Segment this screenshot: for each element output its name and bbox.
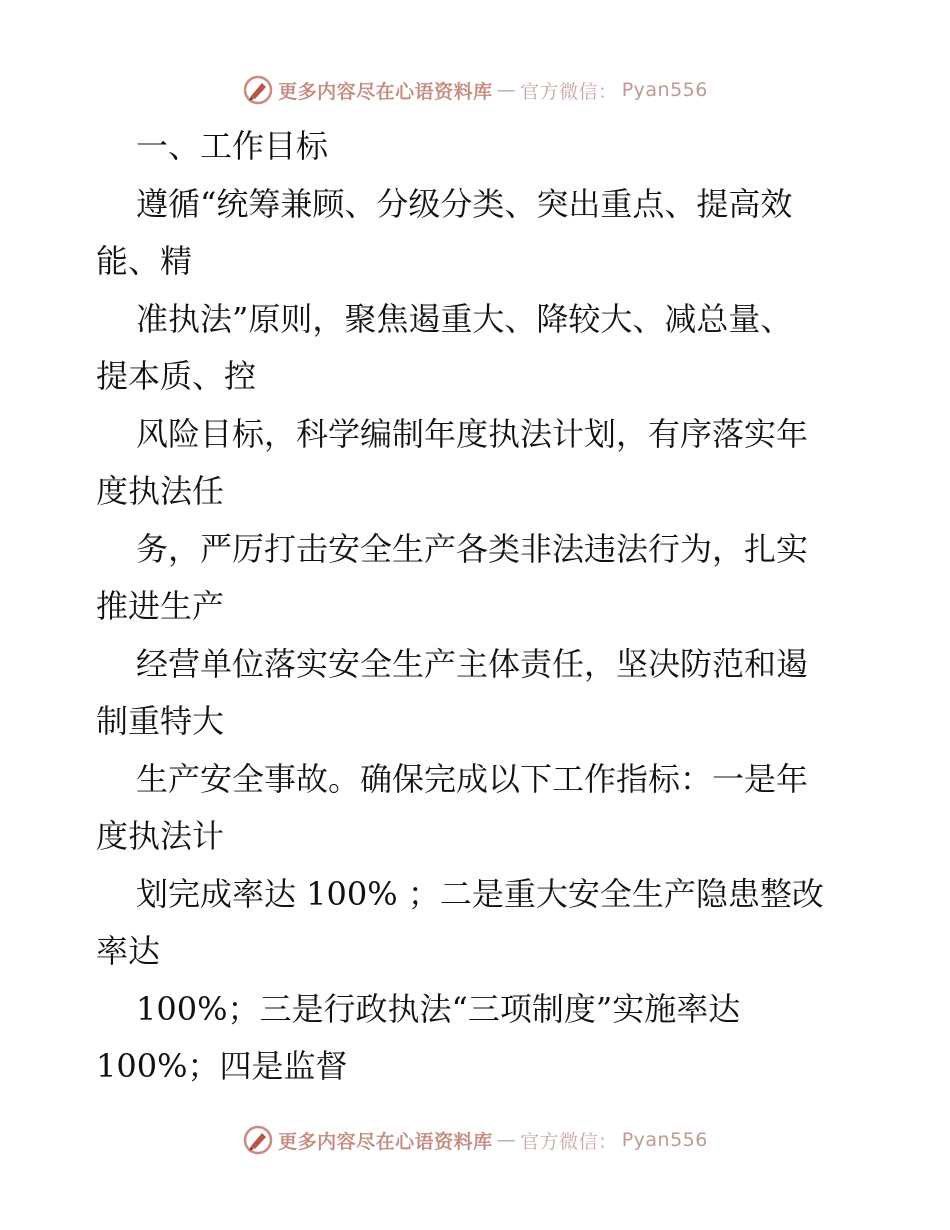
watermark-separator: — <box>496 1129 517 1151</box>
watermark-banner <box>242 74 708 106</box>
pen-logo-icon <box>242 74 274 106</box>
paragraph-line: 提本质、控 <box>96 357 257 395</box>
footer-watermark <box>0 1120 950 1160</box>
paragraph-line: 制重特大 <box>96 702 225 740</box>
paragraph-line: 划完成率达 100% ；二是重大安全生产隐患整改 <box>136 874 824 913</box>
watermark-wechat-id: Pyan556 <box>621 1129 708 1151</box>
header-watermark <box>0 70 950 110</box>
watermark-wechat-label: 官方微信： <box>520 1130 618 1153</box>
paragraph-line: 遵循“统筹兼顾、分级分类、突出重点、提高效 <box>136 184 793 223</box>
watermark-wechat-label: 官方微信： <box>520 80 618 103</box>
watermark-site-text: 更多内容尽在心语资料库 <box>278 80 493 103</box>
watermark-banner <box>242 1124 708 1156</box>
paragraph-line: 准执法”原则，聚焦遏重大、降较大、减总量、 <box>136 299 793 338</box>
paragraph-line: 100%；四是监督 <box>96 1047 348 1085</box>
paragraph-line: 风险目标，科学编制年度执法计划，有序落实年 <box>136 414 809 453</box>
watermark-site-text: 更多内容尽在心语资料库 <box>278 1130 493 1153</box>
paragraph-line: 能、精 <box>96 242 193 280</box>
paragraph-line: 经营单位落实安全生产主体责任，坚决防范和遏 <box>136 644 809 683</box>
paragraph-line: 度执法任 <box>96 472 225 510</box>
paragraph-line: 率达 <box>96 932 161 970</box>
watermark-separator: — <box>496 79 517 101</box>
paragraph-line: 度执法计 <box>96 817 225 855</box>
paragraph-line: 务，严厉打击安全生产各类非法违法行为，扎实 <box>136 529 809 568</box>
paragraph-line: 生产安全事故。确保完成以下工作指标：一是年 <box>136 759 809 798</box>
document-body <box>96 118 866 1096</box>
watermark-wechat-id: Pyan556 <box>621 79 708 101</box>
paragraph-line: 100%；三是行政执法“三项制度”实施率达 <box>136 989 741 1028</box>
section-heading: 一、工作目标 <box>136 127 329 165</box>
pen-logo-icon <box>242 1124 274 1156</box>
paragraph-line: 推进生产 <box>96 587 225 625</box>
